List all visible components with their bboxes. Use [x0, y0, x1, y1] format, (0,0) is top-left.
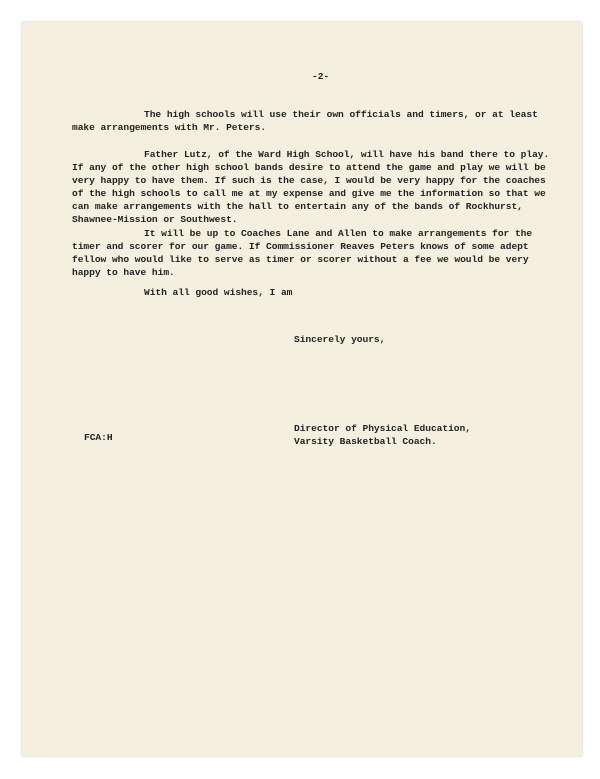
- paragraph-line: make arrangements with Mr. Peters.: [72, 122, 267, 133]
- paragraph-line: It will be up to Coaches Lane and Allen to make arrangements for the: [144, 228, 533, 239]
- reference-initials: FCA:H: [84, 432, 113, 443]
- paragraph-line: timer and scorer for our game. If Commissioner Reaves Peters knows of some adept: [72, 241, 529, 252]
- paragraph-line: Shawnee-Mission or Southwest.: [72, 214, 238, 225]
- paragraph-2: [72, 148, 549, 226]
- letter-page: [22, 22, 582, 756]
- paragraph-line: fellow who would like to serve as timer or scorer without a fee we would be very: [72, 254, 529, 265]
- signature-title-line: Varsity Basketball Coach.: [294, 436, 437, 447]
- paragraph-line: The high schools will use their own officials and timers, or at least: [144, 109, 538, 120]
- signature-title-line: Director of Physical Education,: [294, 423, 471, 434]
- paragraph-line: Father Lutz, of the Ward High School, will have his band there to play.: [144, 149, 550, 160]
- paragraph-line: If any of the other high school bands desire to attend the game and play we will be: [72, 162, 546, 173]
- paragraph-3: [72, 227, 532, 279]
- page-number: -2-: [312, 71, 330, 82]
- signature-title: [294, 422, 471, 448]
- paragraph-line: very happy to have them. If such is the case, I would be very happy for the coaches: [72, 175, 546, 186]
- paragraph-line: happy to have him.: [72, 267, 175, 278]
- paragraph-1: [72, 108, 538, 134]
- signoff: Sincerely yours,: [294, 334, 386, 345]
- closing-line: With all good wishes, I am: [144, 287, 293, 298]
- paragraph-line: of the high schools to call me at my expense and give me the information so that we: [72, 188, 546, 199]
- paragraph-line: can make arrangements with the hall to entertain any of the bands of Rockhurst,: [72, 201, 523, 212]
